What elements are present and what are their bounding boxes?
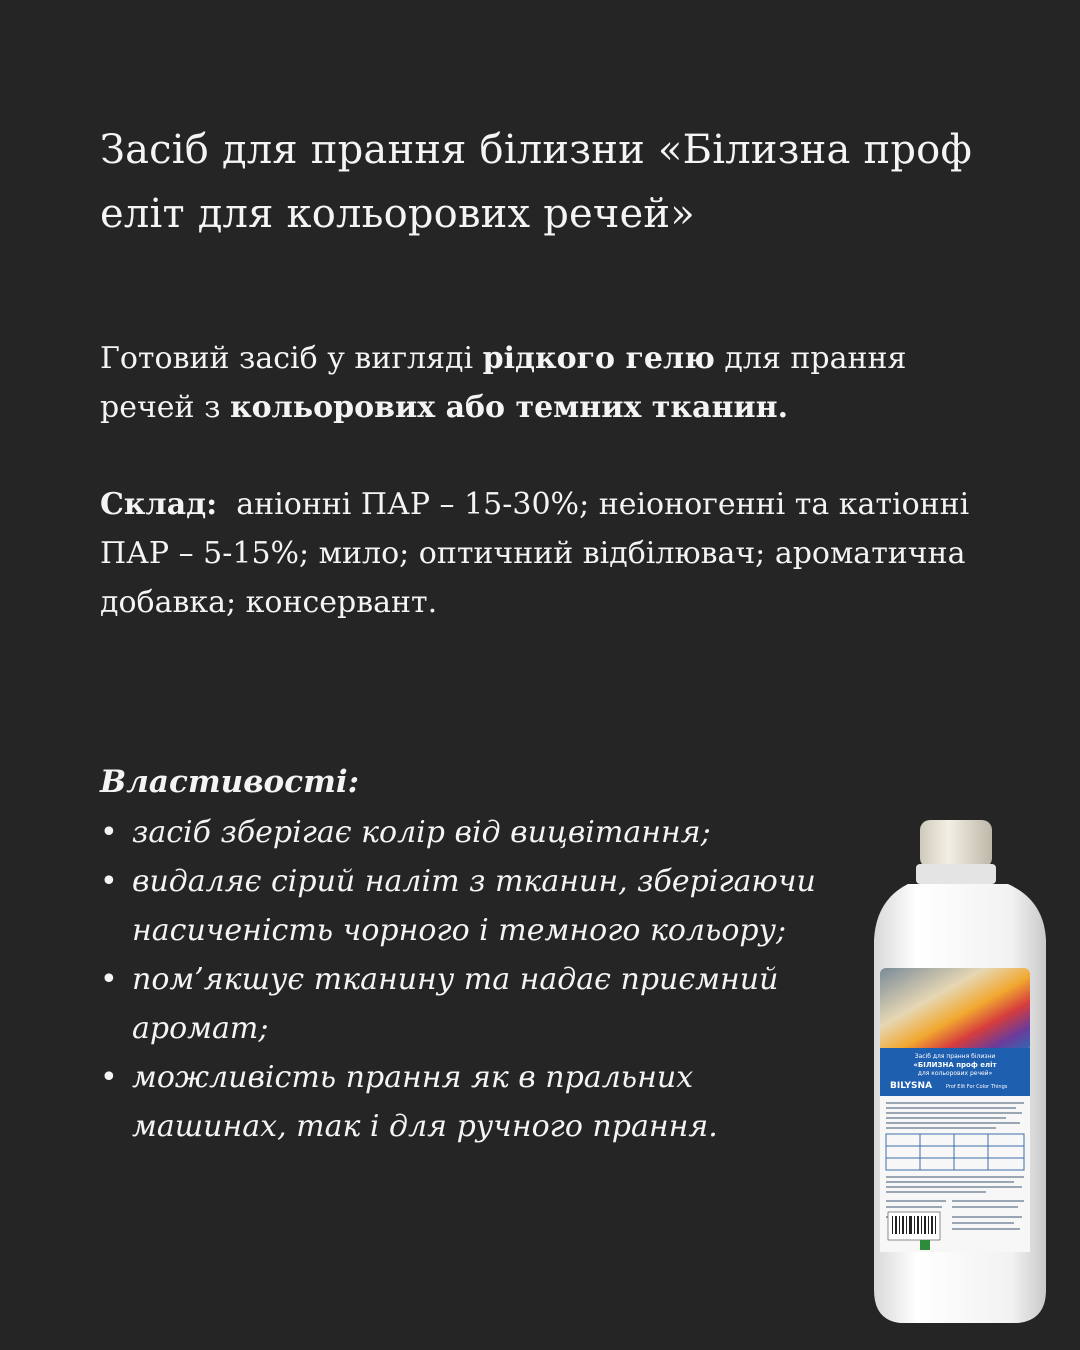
list-item — [100, 808, 820, 857]
bottle-cap — [920, 820, 992, 868]
properties-title: Властивості: — [100, 764, 360, 800]
list-item-text: пом’якшує тканину та надає приємний аромат; — [132, 962, 779, 1046]
list-item — [100, 955, 820, 1053]
intro-text-2: для прання речей з — [100, 341, 907, 425]
label-sub: Prof Elit For Color Things — [946, 1084, 1008, 1090]
intro-bold-fabrics: кольорових або темних тканин. — [229, 390, 789, 425]
label-photo — [880, 968, 1030, 1052]
bullet-icon: • — [100, 864, 118, 899]
bullet-icon: • — [100, 815, 118, 850]
list-item-text: видаляє сірий наліт з тканин, зберігаючи насиченість чорного і темного кольору; — [132, 864, 816, 948]
list-item — [100, 1053, 820, 1151]
composition-text: аніонні ПАР – 15-30%; неіоногенні та катіонні ПАР – 5-15%; мило; оптичний відбілювач; ароматична добавка; консервант. — [100, 487, 979, 620]
bullet-icon: • — [100, 962, 118, 997]
intro-text-1: Готовий засіб у вигляді — [100, 341, 483, 376]
page-title: Засіб для прання білизни «Білизна проф еліт для кольорових речей» — [100, 127, 972, 237]
list-item-text: засіб зберігає колір від вицвітання; — [132, 815, 711, 850]
intro-bold-gel: рідкого гелю — [482, 341, 715, 376]
list-item-text: можливість прання як в пральних машинах, так і для ручного прання. — [132, 1060, 718, 1144]
label-brand: BILYSNA — [890, 1081, 933, 1091]
label-line-3: для кольорових речей» — [917, 1070, 993, 1077]
label-line-2: «БІЛИЗНА проф еліт — [913, 1061, 997, 1069]
composition-label: Склад: — [100, 487, 218, 522]
recycle-icon — [920, 1240, 930, 1250]
intro-paragraph — [100, 334, 1000, 432]
product-bottle-image — [868, 820, 1050, 1325]
list-item — [100, 857, 820, 955]
composition-paragraph — [100, 480, 980, 627]
bullet-icon: • — [100, 1060, 118, 1095]
properties-list — [100, 808, 820, 1151]
label-line-1: Засіб для прання білизни — [914, 1053, 996, 1060]
